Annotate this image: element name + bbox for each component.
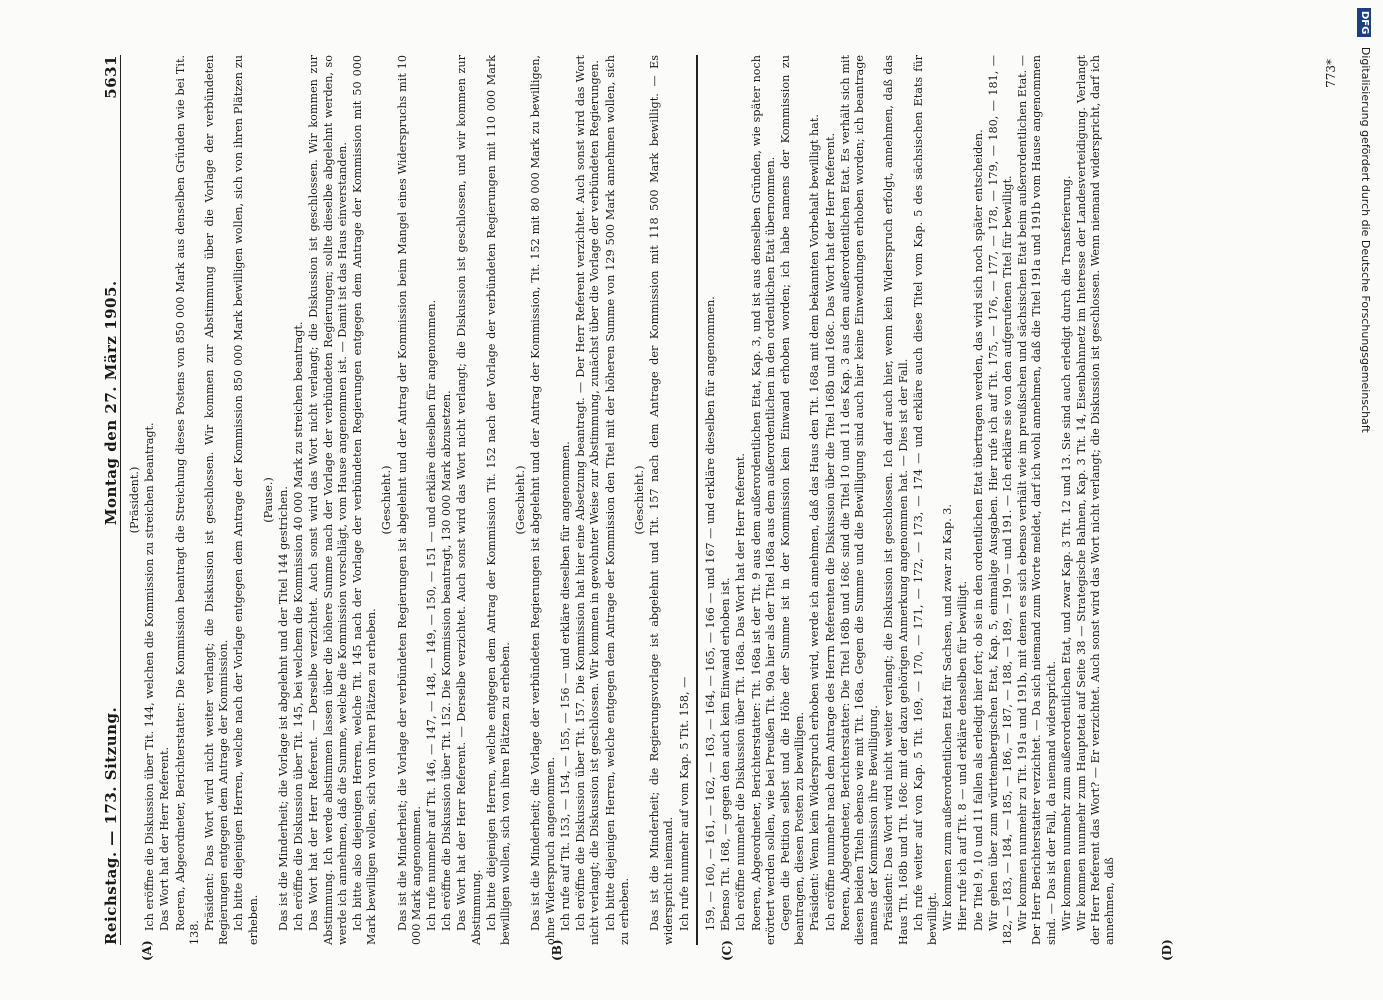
paragraph: Ich eröffne die Diskussion über Tit. 144, welchen die Kommission zu streichen beantragt.	[143, 422, 157, 931]
paragraph: Die Titel 9, 10 und 11 fallen als erledigt hier fort; ob sie in den ordentlichen Etat übertragen werden, das wird sich noch später entscheiden.	[971, 129, 985, 931]
paragraph: Ich bitte also diejenigen Herren, welche Tit. 145 nach der Vorlage der verbündeten Regierungen entgegen dem Antrage der Kommission mit 50 000 Mark bewilligen wollen, sich von ihren Plätzen zu erheben.	[351, 55, 379, 945]
paragraph: Roeren, Abgeordneter, Berichterstatter: Die Titel 168b und 168c sind die Titel 10 und 11 des Kap. 3 aus dem außerordentlichen Etat. Es verhält sich mit diesen beiden Titeln ebenso wie mit Tit. 168a. Gegen die Summe und die Bewilligung sind auch hier keine Einwendungen erhoben worden; ich beantrage namens der Kommission ihre Bewilligung.	[838, 55, 881, 945]
paragraph: Ich eröffne die Diskussion über Tit. 152. Die Kommission beantragt, 130 000 Mark abzusetzen.	[440, 390, 454, 931]
paragraph: Wir kommen nunmehr zu Tit. 191a und 191b, mit denen es sich ebenso verhält wie im preußischen und sächsischen Etat beim außerordentlichen Etat. — Der Herr Berichterstatter verzichtet. — Da sich niemand zum Worte meldet, darf ich wohl annehmen, daß die Titel 191a und 191b vom Hause angenommen sind. — Das ist der Fall, da niemand widerspricht.	[1016, 55, 1058, 945]
paragraph: Ich rufe nunmehr auf vom Kap. 5 Tit. 158, —	[677, 676, 691, 931]
column-divider	[696, 55, 698, 945]
paragraph: Wir kommen zum außerordentlichen Etat für Sachsen, und zwar zu Kap. 3.	[941, 504, 955, 931]
paragraph: Ich bitte diejenigen Herren, welche nach der Vorlage entgegen dem Antrage der Kommission 850 000 Mark bewilligen wollen, sich von ihren Plätzen zu erheben.	[232, 55, 260, 945]
paragraph: Präsident: Das Wort wird nicht weiter verlangt; die Diskussion ist geschlossen. Ich darf auch hier, wenn kein Widerspruch erfolgt, annehmen, daß das Haus Tit. 168b und Tit. 168c mit der dazu gehörigen Anmerkung angenommen hat. — Dies ist der Fall.	[882, 55, 910, 945]
paragraph: Ich eröffne nunmehr die Diskussion über Tit. 168a. Das Wort hat der Herr Referent.	[734, 453, 748, 931]
paragraph: (Pause.)	[261, 477, 275, 523]
signature-mark: 773*	[1324, 59, 1338, 88]
paragraph: Präsident: Das Wort wird nicht weiter verlangt; die Diskussion ist geschlossen. Wir kommen zur Abstimmung über die Vorlage der verbündeten Regierungen entgegen dem Antrage der Kommission.	[203, 55, 231, 945]
paragraph: Ich bitte diejenigen Herren, welche entgegen dem Antrage der Kommission den Titel mit der höheren Summe von 129 500 Mark annehmen wollen, sich zu erheben.	[603, 55, 631, 945]
paragraph: Roeren, Abgeordneter, Berichterstatter: Tit. 168a ist der Tit. 9 aus dem außerordentlichen Etat, Kap. 3, und ist aus denselben Gründen, wie später noch erörtert werden sollen, wie bei Preußen Tit. 90a hier als der Titel 168a aus dem außerordentlichen in den ordentlichen Etat übernommen.	[749, 55, 777, 945]
paragraph: Präsident: Wenn kein Widerspruch erhoben wird, werde ich annehmen, daß das Haus den Tit. 168a mit dem bekannten Vorbehalt bewilligt hat.	[808, 114, 822, 931]
paragraph: Ich eröffne die Diskussion über Tit. 145, bei welchem die Kommission 40 000 Mark zu streichen beantragt.	[292, 321, 306, 931]
paragraph: Ich bitte diejenigen Herren, welche entgegen dem Antrag der Kommission Tit. 152 nach der Vorlage der verbündeten Regierungen mit 110 000 Mark bewilligen wollen, sich von ihren Plätzen zu erheben.	[484, 55, 513, 945]
margin-mark-a: (A)	[140, 940, 154, 961]
margin-mark-c: (C)	[720, 940, 734, 961]
paragraph: (Geschieht.)	[514, 465, 528, 535]
paragraph: Das Wort hat der Herr Referent.	[158, 746, 172, 931]
paragraph: (Geschieht.)	[632, 465, 646, 535]
paragraph: Wir kommen nunmehr zum außerordentlichen Etat, und zwar Kap. 3 Tit. 12 und 13. Sie sind auch erledigt durch die Transferierung.	[1059, 175, 1073, 931]
paragraph: 159, — 160, — 161, — 162, — 163, — 164, — 165, — 166 — und 167 — und erkläre dieselben für angenommen.	[704, 296, 717, 931]
rotated-page-content	[80, 55, 1338, 961]
paragraph: Ich rufe auf Tit. 153, — 154, — 155, — 156 — und erkläre dieselben für angenommen.	[558, 441, 572, 931]
paragraph: (Präsident.)	[128, 466, 141, 534]
paragraph: (Geschieht.)	[380, 465, 394, 535]
paragraph: Roeren, Abgeordneter, Berichterstatter: Die Kommission beantragt die Streichung dieses Postens von 850 000 Mark aus denselben Gründen wie bei Tit. 138.	[173, 55, 201, 945]
paragraph: Das ist die Minderheit; die Vorlage ist abgelehnt und der Titel 144 gestrichen.	[277, 486, 291, 931]
right-column-block	[704, 55, 1264, 945]
paragraph: Ich rufe weiter auf von Kap. 5 Tit. 169, — 170, — 171, — 172, — 173, — 174 — und erkläre auch diese Titel vom Kap. 5 des sächsischen Etats für bewilligt.	[911, 55, 940, 945]
paragraph: Das ist die Minderheit; die Regierungsvorlage ist abgelehnt und Tit. 157 nach dem Antrage der Kommission mit 118 500 Mark bewilligt. — Es widerspricht niemand.	[648, 55, 676, 945]
margin-mark-d: (D)	[1160, 939, 1174, 961]
paragraph: Ich rufe nunmehr auf Tit. 146, — 147, — 148, — 149, — 150, — 151 — und erkläre dieselben für angenommen.	[425, 299, 439, 931]
paragraph: Das ist die Minderheit; die Vorlage der verbündeten Regierungen ist abgelehnt und der Antrag der Kommission, Tit. 152 mit 80 000 Mark zu bewilligen, ohne Widerspruch angenommen.	[529, 55, 557, 945]
paragraph: Das Wort hat der Herr Referent. — Derselbe verzichtet. Auch sonst wird das Wort nicht verlangt; die Diskussion ist geschlossen, und wir kommen zur Abstimmung.	[455, 55, 483, 945]
funding-note	[1352, 8, 1378, 988]
paragraph: Ich eröffne nunmehr nach dem Antrage des Herrn Referenten die Diskussion über die Titel 168b und 168c. Das Wort hat der Herr Referent.	[823, 132, 837, 931]
paragraph: Wir gehen über zum württembergischen Etat, Kap. 5, einmalige Ausgaben. Hier rufe ich auf Tit. 175, — 176, — 177, — 178, — 179, — 180, — 181, — 182, — 183, — 184, — 185, — 186, — 187, — 188, — 189, — 190 — und 191. — Ich erkläre sie von den aufgerufenen Titel für bewilligt.	[986, 55, 1015, 945]
left-column-block	[128, 55, 691, 945]
margin-mark-b: (B)	[550, 939, 564, 961]
paragraph: Gegen die Petition selbst und die Höhe der Summe ist in der Kommission kein Einwand erhoben worden; ich habe namens der Kommission zu beantragen, diesen Posten zu bewilligen.	[779, 55, 807, 945]
paragraph: Hier rufe ich auf Tit. 8 — und erkläre denselben für bewilligt.	[956, 580, 970, 931]
paragraph: Wir kommen nunmehr zum Hauptetat auf Seite 38 — Strategische Bahnen, Kap. 3 Tit. 14, Eisenbahnnetz im Interesse der Landesverteidigung. Verlangt der Herr Referent das Wort? — Er verzichtet. Auch sonst wird das Wort nicht verlangt; die Diskussion ist geschlossen. Wenn niemand widerspricht, darf ich annehmen, daß	[1075, 55, 1117, 945]
paragraph: Das ist die Minderheit; die Vorlage der verbündeten Regierungen ist abgelehnt und der Antrag der Kommission beim Mangel eines Widerspruchs mit 10 000 Mark angenommen.	[395, 55, 423, 945]
column-1	[128, 55, 691, 945]
page-number: 5631	[102, 55, 120, 99]
paragraph: Ich eröffne die Diskussion über Tit. 157. Die Kommission hat hier eine Absetzung beantragt. — Der Herr Referent verzichtet. Auch sonst wird das Wort nicht verlangt; die Diskussion ist geschlossen. Wir kommen in gewohnter Weise zur Abstimmung, zunächst über die Vorlage der verbündeten Regierungen.	[574, 55, 602, 945]
funding-text: Digitalisierung gefördert durch die Deutsche Forschungsgemeinschaft	[1359, 46, 1372, 433]
page-header	[80, 55, 121, 945]
paragraph: Ebenso Tit. 168, — gegen den auch kein Einwand erhoben ist.	[719, 577, 733, 931]
header-left: Reichstag. — 173. Sitzung.	[102, 706, 120, 945]
header-center: Montag den 27. März 1905.	[102, 280, 120, 526]
dfg-logo: DFG	[1357, 8, 1371, 37]
column-2	[704, 55, 1264, 945]
paragraph: Das Wort hat der Herr Referent. — Derselbe verzichtet. Auch sonst wird das Wort nicht verlangt; die Diskussion ist geschlossen. Wir kommen zur Abstimmung. Ich werde abstimmen lassen über die höhere Summe nach der Vorlage der verbündeten Regierungen; sollte dieselbe abgelehnt werden, so werde ich annehmen, daß die Summe, welche die Kommission vorschlägt, vom Hause angenommen ist. — Damit ist das Haus einverstanden.	[307, 55, 349, 945]
